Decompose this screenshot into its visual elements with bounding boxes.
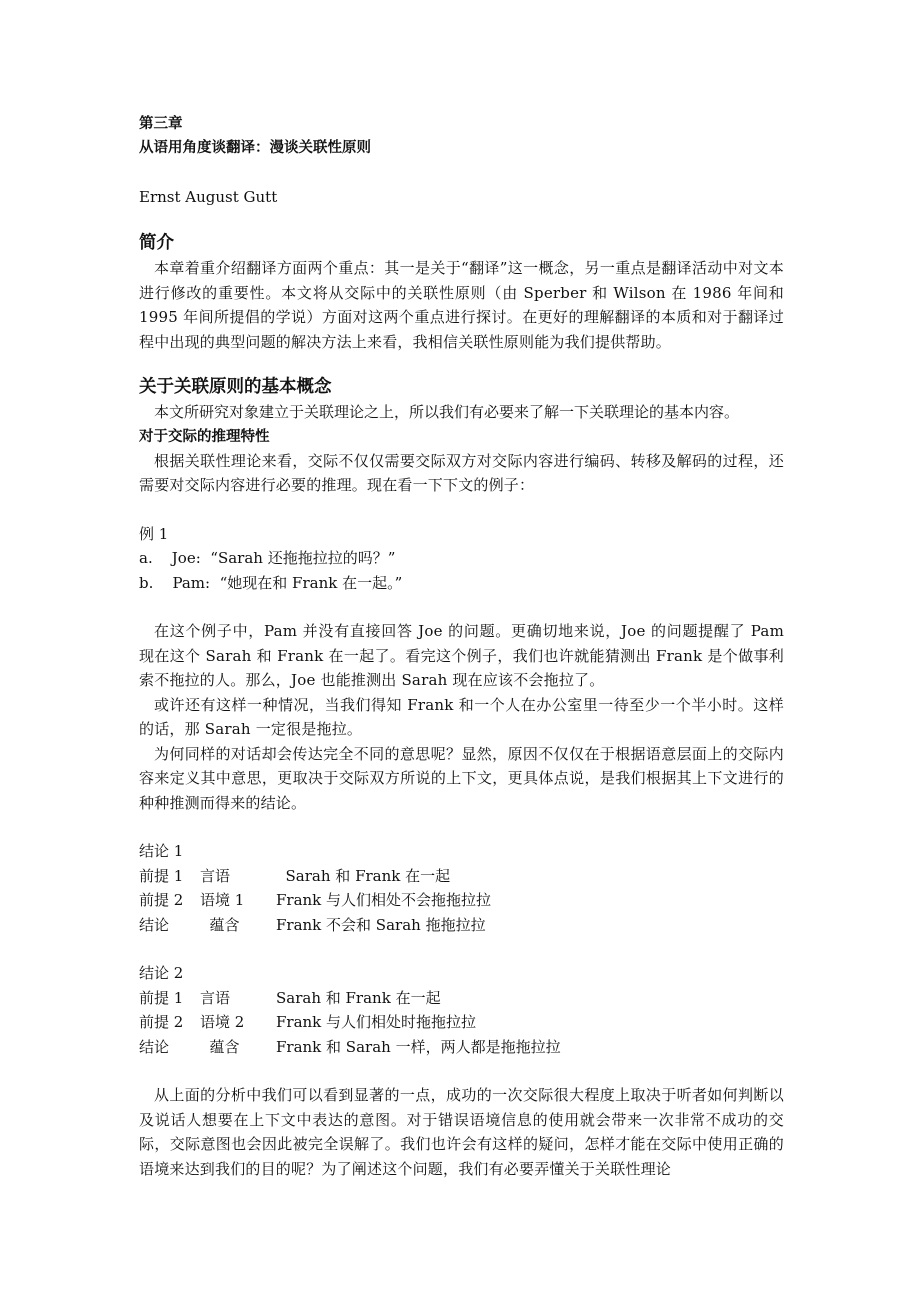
example-line-a: a. Joe: “Sarah 还拖拖拉拉的吗？” bbox=[139, 549, 396, 567]
premise-content: Frank 和 Sarah 一样，两人都是拖拖拉拉 bbox=[276, 1037, 561, 1056]
intro-paragraph: 本章着重介绍翻译方面两个重点：其一是关于“翻译”这一概念，另一重点是翻译活动中对文本进行修改的重要性。本文将从交际中的关联性原则（由 Sperber 和 Wilson 在 1986 年间和 1995 年间所提倡的学说）方面对这两个重点进行探讨。在更好的理解翻译的本质和对于翻译过程中出现的典型问题的解决方法上来看，我相信关联性原则能为我们提供帮助。 bbox=[139, 259, 784, 351]
document-page bbox=[139, 112, 784, 1181]
premise-type: 语境 1 bbox=[200, 891, 245, 909]
discussion-paragraph-3: 为何同样的对话却会传达完全不同的意思呢？显然，原因不仅仅在于根据语意层面上的交际内容来定义其中意思，更取决于交际双方所说的上下文，更具体点说，是我们根据其上下文进行的种种推测而得来的结论。 bbox=[139, 744, 784, 812]
basics-subheading: 对于交际的推理特性 bbox=[139, 428, 270, 445]
premise-content: Sarah 和 Frank 在一起 bbox=[276, 866, 451, 885]
chapter-number: 第三章 bbox=[139, 116, 183, 132]
premise-type: 语境 2 bbox=[200, 1013, 245, 1031]
discussion-paragraph-1: 在这个例子中，Pam 并没有直接回答 Joe 的问题。更确切地来说，Joe 的问题提醒了 Pam 现在这个 Sarah 和 Frank 在一起了。看完这个例子，我们也许就能猜测出 Frank 是个做事利索不拖拉的人。那么，Joe 也能推测出 Sarah 现在应该不会拖拉了。 bbox=[139, 622, 784, 689]
premise-type: 蕴含 bbox=[200, 915, 240, 934]
premise-content: Sarah 和 Frank 在一起 bbox=[276, 988, 441, 1007]
conclusion-1-row bbox=[139, 888, 784, 913]
basics-paragraph: 本文所研究对象建立于关联理论之上，所以我们有必要来了解一下关联理论的基本内容。 bbox=[154, 403, 740, 421]
basics-paragraph-2: 根据关联性理论来看，交际不仅仅需要交际双方对交际内容进行编码、转移及解码的过程，还需要对交际内容进行必要的推理。现在看一下下文的例子： bbox=[139, 451, 784, 494]
conclusion-1-row bbox=[139, 864, 784, 889]
premise-label: 前提 1 bbox=[139, 988, 184, 1007]
conclusion-2-label: 结论 2 bbox=[139, 964, 184, 982]
premise-content: Frank 与人们相处时拖拖拉拉 bbox=[276, 1013, 477, 1031]
basics-heading: 关于关联原则的基本概念 bbox=[139, 377, 332, 397]
premise-label: 前提 2 bbox=[139, 891, 184, 909]
premise-label: 结论 bbox=[139, 915, 170, 934]
author: Ernst August Gutt bbox=[139, 188, 278, 206]
closing-paragraph: 从上面的分析中我们可以看到显著的一点，成功的一次交际很大程度上取决于听者如何判断以及说话人想要在上下文中表达的意图。对于错误语境信息的使用就会带来一次非常不成功的交际，交际意图也会因此被完全误解了。我们也许会有这样的疑问，怎样才能在交际中使用正确的语境来达到我们的目的呢？为了阐述这个问题，我们有必要弄懂关于关联性理论 bbox=[139, 1086, 784, 1178]
chapter-title: 从语用角度谈翻译：漫谈关联性原则 bbox=[139, 140, 371, 156]
conclusion-1-row bbox=[139, 913, 784, 938]
premise-content: Frank 与人们相处不会拖拖拉拉 bbox=[276, 891, 492, 909]
premise-type: 言语 bbox=[200, 988, 231, 1007]
intro-heading: 简介 bbox=[139, 233, 174, 253]
premise-label: 前提 2 bbox=[139, 1013, 184, 1031]
example-line-b: b. Pam: “她现在和 Frank 在一起。” bbox=[139, 573, 403, 592]
example-label: 例 1 bbox=[139, 524, 169, 543]
conclusion-2-row bbox=[139, 1035, 784, 1060]
premise-content: Frank 不会和 Sarah 拖拖拉拉 bbox=[276, 915, 486, 934]
discussion-paragraph-2: 或许还有这样一种情况，当我们得知 Frank 和一个人在办公室里一待至少一个半小时。这样的话，那 Sarah 一定很是拖拉。 bbox=[139, 695, 784, 738]
premise-label: 结论 bbox=[139, 1037, 170, 1056]
premise-type: 蕴含 bbox=[200, 1037, 240, 1056]
premise-label: 前提 1 bbox=[139, 866, 184, 885]
conclusion-2-row bbox=[139, 986, 784, 1011]
conclusion-2-row bbox=[139, 1010, 784, 1035]
premise-type: 言语 bbox=[200, 866, 231, 885]
conclusion-1-label: 结论 1 bbox=[139, 842, 184, 860]
